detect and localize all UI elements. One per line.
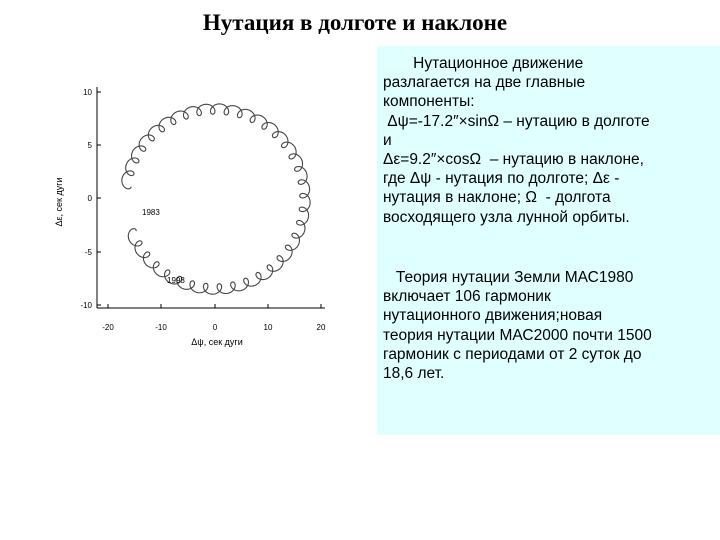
label-start-year: 1983 — [142, 208, 160, 217]
text-line: нутация в наклоне; Ω - долгота — [383, 189, 611, 207]
x-tick-label: 0 — [212, 323, 218, 332]
text-line: нутационного движения;новая — [383, 307, 603, 325]
text-line: гармоник с периодами от 2 суток до — [383, 345, 642, 363]
x-tick-label: -10 — [155, 323, 167, 332]
x-tick-label: 10 — [263, 323, 273, 332]
text-line: компоненты: — [383, 93, 475, 111]
y-tick-label: -5 — [84, 248, 92, 257]
y-tick-label: -10 — [80, 301, 92, 310]
label-end-year: 1998 — [167, 276, 185, 285]
text-line: и — [383, 131, 392, 149]
text-line: теория нутации МАС2000 почти 1500 — [383, 326, 652, 344]
text-line: где Δψ - нутация по долготе; Δε - — [383, 170, 620, 188]
paragraph-nutation-components — [383, 54, 717, 227]
text-line: Нутационное движение — [383, 55, 584, 72]
y-axis-title: Δε, сек дуги — [54, 177, 64, 227]
text-line: Δε=9.2″×cosΩ – нутацию в наклоне, — [383, 151, 644, 169]
nutation-curve — [122, 104, 310, 294]
text-line: разлагается на две главные — [383, 74, 586, 92]
y-tick-label: 10 — [83, 88, 92, 97]
y-tick-label: 5 — [87, 141, 92, 150]
paragraph-nutation-theory — [383, 268, 717, 383]
x-axis-title: Δψ, сек дуги — [191, 337, 243, 347]
slide-title: Нутация в долготе и наклоне — [202, 10, 508, 35]
text-line: восходящего узла лунной орбиты. — [383, 208, 630, 226]
text-line: Теория нутации Земли МАС1980 — [383, 269, 634, 286]
text-panel — [377, 46, 720, 435]
text-line: включает 106 гармоник — [383, 288, 551, 306]
x-tick-label: 20 — [316, 323, 326, 332]
text-line: 18,6 лет. — [383, 365, 445, 383]
text-line: Δψ=-17.2″×sinΩ – нутацию в долготе — [383, 112, 650, 130]
axes — [80, 87, 326, 332]
x-tick-label: -20 — [102, 323, 114, 332]
y-tick-label: 0 — [87, 194, 92, 203]
nutation-plot — [45, 75, 345, 360]
